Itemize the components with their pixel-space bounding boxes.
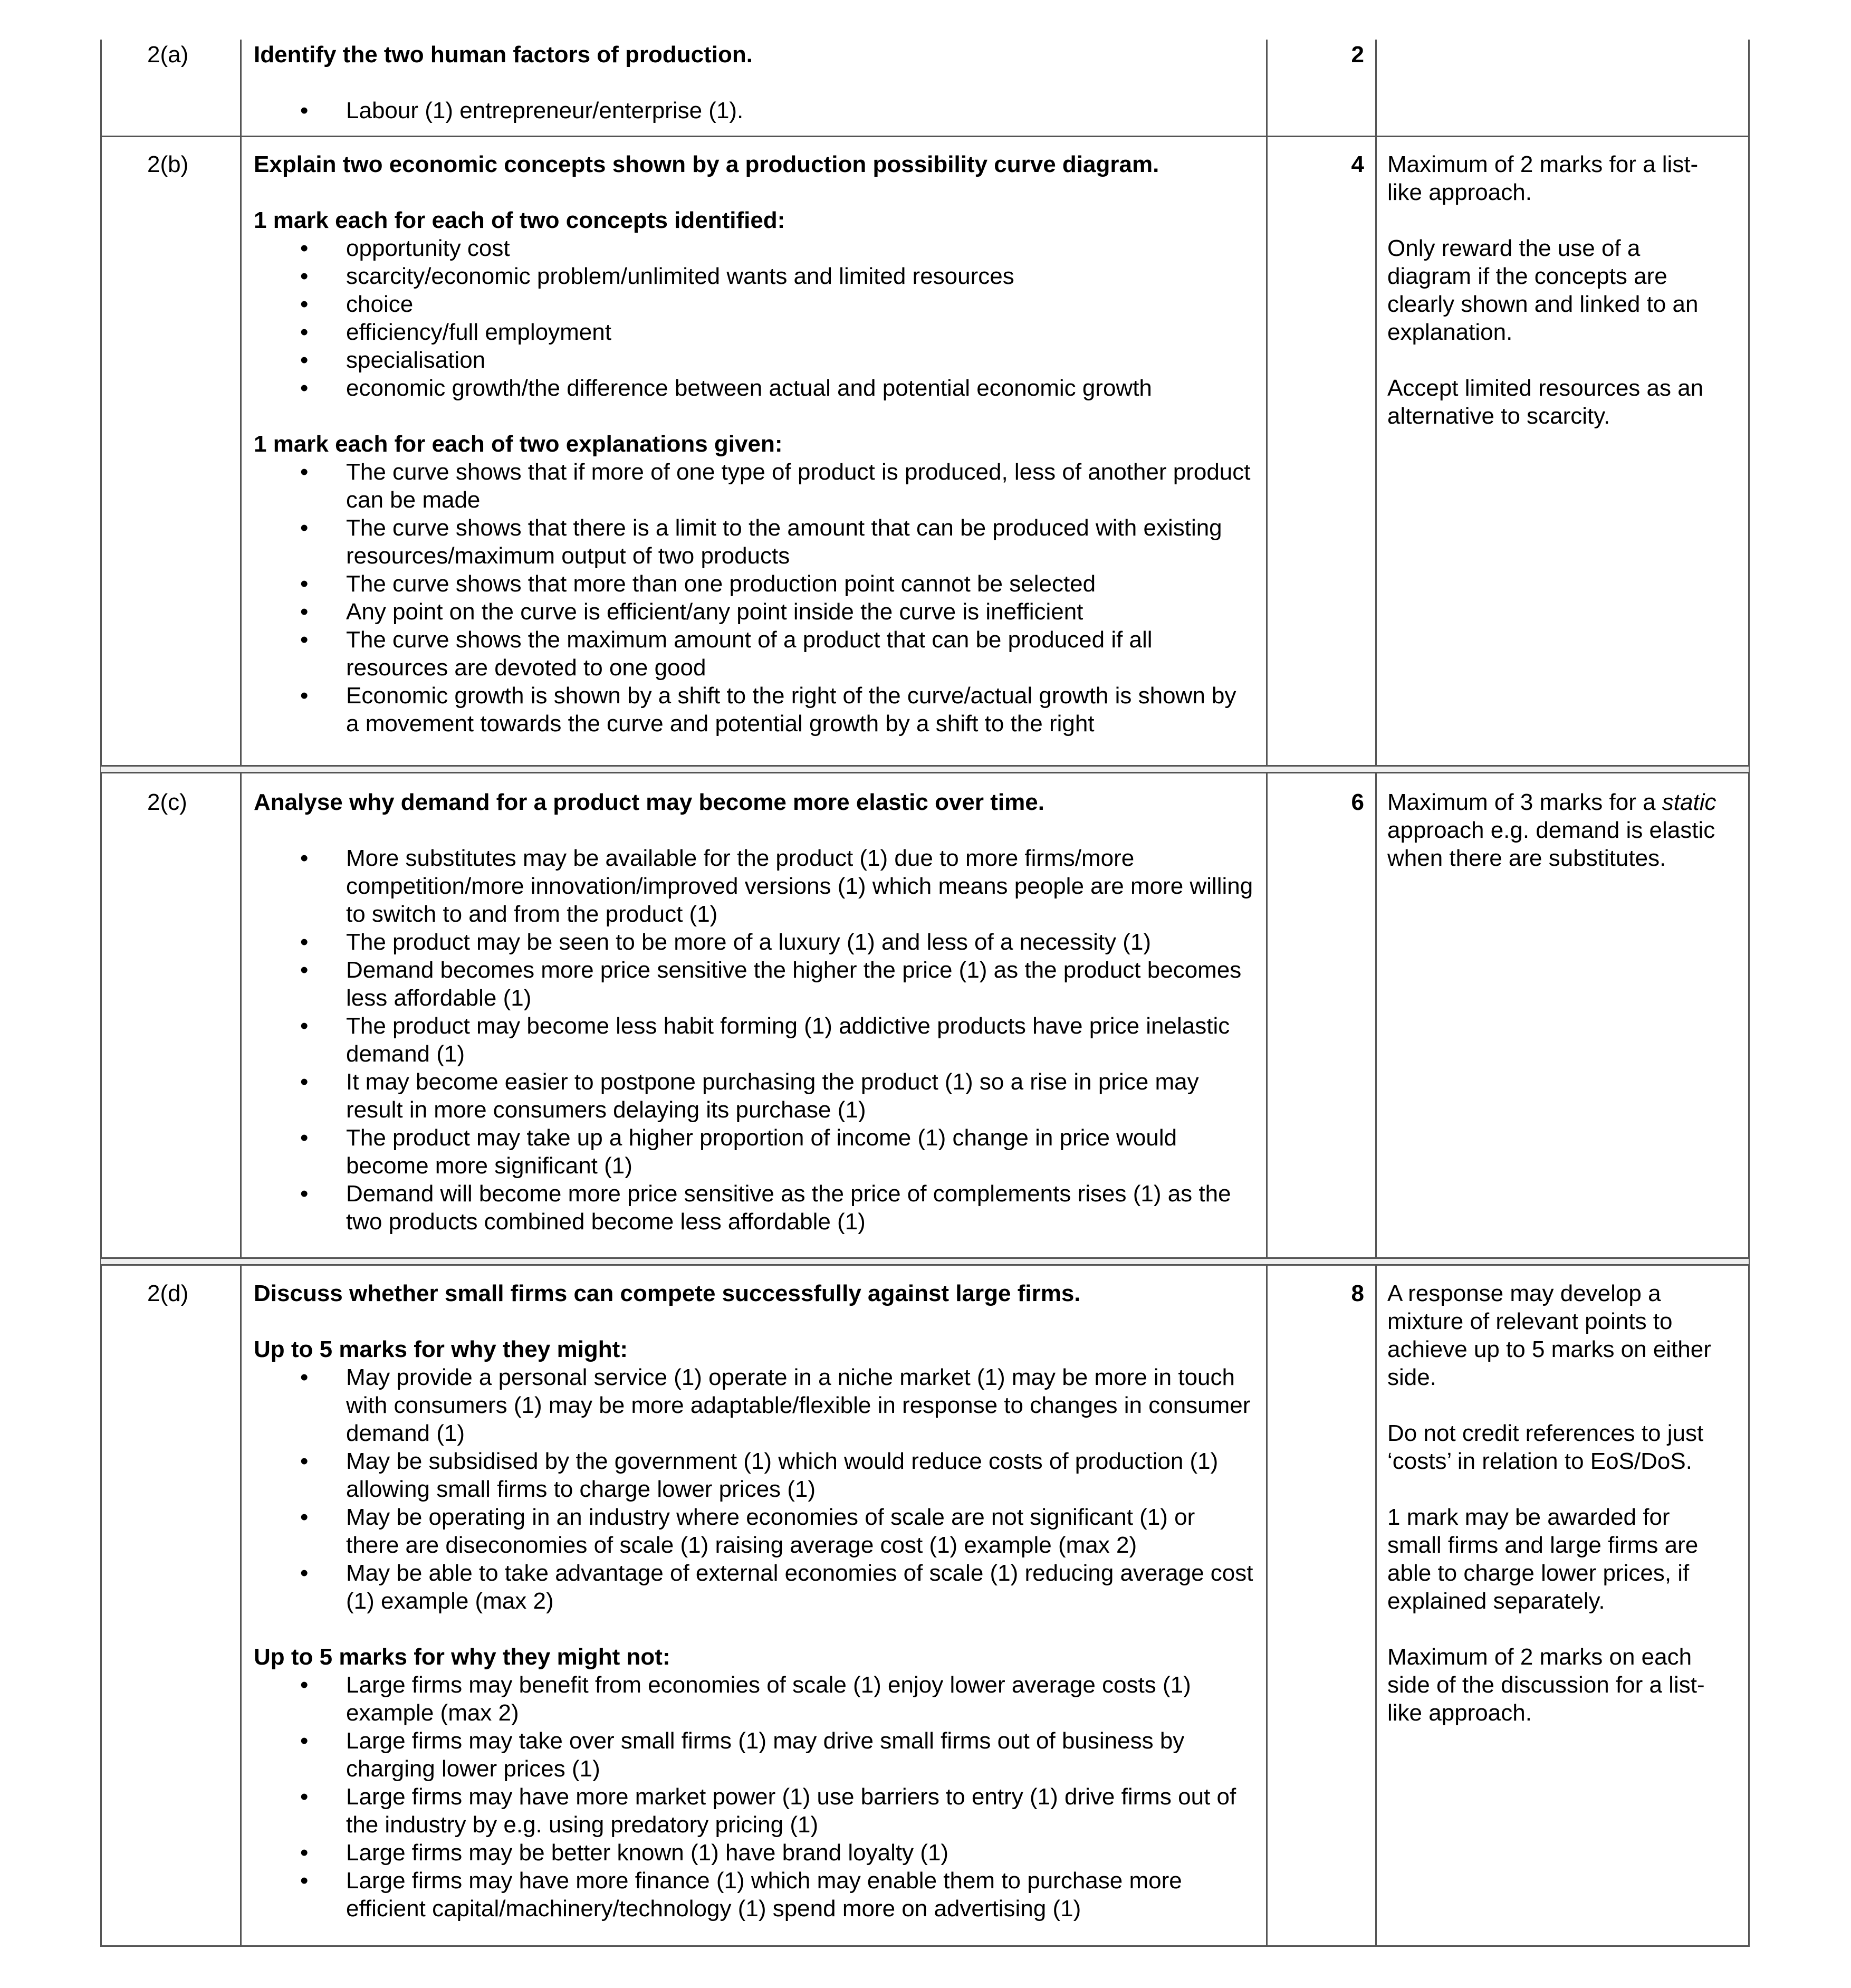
list-item: • May be operating in an industry where economies of scale are not significant (1) or there are diseconomies of scale (1) raising average cost (1) example (max 2) xyxy=(254,1503,1253,1559)
list-item: • Demand will become more price sensitive as the price of complements rises (1) as the two products combined become less affordable (1) xyxy=(254,1180,1253,1236)
group-heading: 1 mark each for each of two concepts identified: xyxy=(254,207,785,233)
list-item: • Large firms may have more finance (1) which may enable them to purchase more efficient capital/machinery/technology (1) spend more on advertising (1) xyxy=(254,1867,1253,1923)
table-row-2d xyxy=(101,1279,1749,1945)
list-item: • Labour (1) entrepreneur/enterprise (1). xyxy=(254,97,1253,125)
list-item: • opportunity cost xyxy=(254,234,1253,262)
answer-cell xyxy=(241,150,1267,765)
guidance-cell xyxy=(1376,788,1749,1257)
question-text: Explain two economic concepts shown by a production possibility curve diagram. xyxy=(254,151,1159,177)
list-item: • The curve shows that there is a limit to the amount that can be produced with existing resources/maximum output of two products xyxy=(254,514,1253,570)
list-item: • More substitutes may be available for the product (1) due to more firms/more competition/more innovation/improved versions (1) which means people are more willing to switch to and from the product (1) xyxy=(254,844,1253,928)
list-item: • efficiency/full employment xyxy=(254,318,1253,346)
question-number: 2(c) xyxy=(147,789,187,815)
list-item: • Large firms may have more market power (1) use barriers to entry (1) drive firms out of the industry by e.g. using predatory pricing (1) xyxy=(254,1783,1253,1839)
list-item: • Any point on the curve is efficient/any point inside the curve is inefficient xyxy=(254,598,1253,626)
row-separator-double xyxy=(101,765,1749,773)
row-separator xyxy=(101,136,1749,137)
list-item: • The product may take up a higher proportion of income (1) change in price would become more significant (1) xyxy=(254,1124,1253,1180)
answer-cell xyxy=(241,788,1267,1257)
guidance-cell xyxy=(1376,40,1749,136)
table-row-2a xyxy=(101,40,1749,136)
answer-points xyxy=(254,844,1253,1236)
answer-cell xyxy=(241,40,1267,136)
marks-cell xyxy=(1267,150,1376,765)
table-row-2b xyxy=(101,150,1749,765)
table-border-bottom xyxy=(101,1945,1749,1947)
list-item: • The product may be seen to be more of a luxury (1) and less of a necessity (1) xyxy=(254,928,1253,956)
list-item: • specialisation xyxy=(254,346,1253,374)
list-item: • The curve shows the maximum amount of a product that can be produced if all resources are devoted to one good xyxy=(254,626,1253,682)
marks-value: 8 xyxy=(1351,1280,1364,1306)
guidance-note: Maximum of 2 marks on each side of the discussion for a list-like approach. xyxy=(1387,1644,1705,1726)
list-item: • scarcity/economic problem/unlimited wants and limited resources xyxy=(254,262,1253,290)
list-item: • Large firms may benefit from economies of scale (1) enjoy lower average costs (1) example (max 2) xyxy=(254,1671,1253,1727)
guidance-cell xyxy=(1376,150,1749,765)
guidance-note: Do not credit references to just ‘costs’ in relation to EoS/DoS. xyxy=(1387,1420,1704,1474)
list-item: • Large firms may take over small firms (1) may drive small firms out of business by charging lower prices (1) xyxy=(254,1727,1253,1783)
list-item: • May be able to take advantage of external economies of scale (1) reducing average cost (1) example (max 2) xyxy=(254,1559,1253,1615)
guidance-note: Maximum of 2 marks for a list-like approach. xyxy=(1387,151,1699,205)
group-heading: Up to 5 marks for why they might: xyxy=(254,1336,628,1362)
guidance-emphasis: static xyxy=(1662,789,1716,815)
question-number: 2(b) xyxy=(147,151,189,177)
question-text: Discuss whether small firms can compete successfully against large firms. xyxy=(254,1280,1081,1306)
guidance-note: Only reward the use of a diagram if the concepts are clearly shown and linked to an explanation. xyxy=(1387,235,1699,345)
list-item: • Demand becomes more price sensitive the higher the price (1) as the product becomes less affordable (1) xyxy=(254,956,1253,1012)
question-text: Identify the two human factors of production. xyxy=(254,42,753,68)
question-number: 2(a) xyxy=(147,42,189,68)
guidance-note: 1 mark may be awarded for small firms and large firms are able to charge lower prices, if explained separately. xyxy=(1387,1504,1699,1614)
explanation-points xyxy=(254,458,1253,738)
points-might-not xyxy=(254,1671,1253,1923)
concept-points xyxy=(254,234,1253,402)
guidance-note: Maximum of 3 marks for a static approach e.g. demand is elastic when there are substitutes. xyxy=(1387,789,1716,871)
question-text: Analyse why demand for a product may become more elastic over time. xyxy=(254,789,1044,815)
row-separator-double xyxy=(101,1257,1749,1266)
guidance-note: A response may develop a mixture of relevant points to achieve up to 5 marks on either side. xyxy=(1387,1280,1711,1390)
marks-value: 6 xyxy=(1351,789,1364,815)
guidance-cell xyxy=(1376,1279,1749,1945)
list-item: • choice xyxy=(254,290,1253,318)
list-item: • Large firms may be better known (1) have brand loyalty (1) xyxy=(254,1839,1253,1867)
marks-value: 4 xyxy=(1351,151,1364,177)
marks-cell xyxy=(1267,1279,1376,1945)
marks-value: 2 xyxy=(1351,42,1364,68)
list-item: • May provide a personal service (1) operate in a niche market (1) may be more in touch with consumers (1) may be more adaptable/flexible in response to changes in consumer demand (1) xyxy=(254,1363,1253,1447)
answer-cell xyxy=(241,1279,1267,1945)
question-number: 2(d) xyxy=(147,1280,189,1306)
list-item: • May be subsidised by the government (1) which would reduce costs of production (1) allowing small firms to charge lower prices (1) xyxy=(254,1447,1253,1503)
list-item: • The curve shows that more than one production point cannot be selected xyxy=(254,570,1253,598)
list-item: • The curve shows that if more of one type of product is produced, less of another product can be made xyxy=(254,458,1253,514)
marks-cell xyxy=(1267,788,1376,1257)
table-row-2c xyxy=(101,788,1749,1257)
list-item: • economic growth/the difference between actual and potential economic growth xyxy=(254,374,1253,402)
marks-cell xyxy=(1267,40,1376,136)
guidance-note: Accept limited resources as an alternative to scarcity. xyxy=(1387,375,1704,429)
points-might xyxy=(254,1363,1253,1615)
group-heading: 1 mark each for each of two explanations given: xyxy=(254,431,783,457)
list-item: • Economic growth is shown by a shift to the right of the curve/actual growth is shown by a movement towards the curve and potential growth by a shift to the right xyxy=(254,682,1253,738)
list-item: • It may become easier to postpone purchasing the product (1) so a rise in price may result in more consumers delaying its purchase (1) xyxy=(254,1068,1253,1124)
list-item: • The product may become less habit forming (1) addictive products have price inelastic demand (1) xyxy=(254,1012,1253,1068)
group-heading: Up to 5 marks for why they might not: xyxy=(254,1644,670,1670)
answer-points xyxy=(254,97,1253,125)
